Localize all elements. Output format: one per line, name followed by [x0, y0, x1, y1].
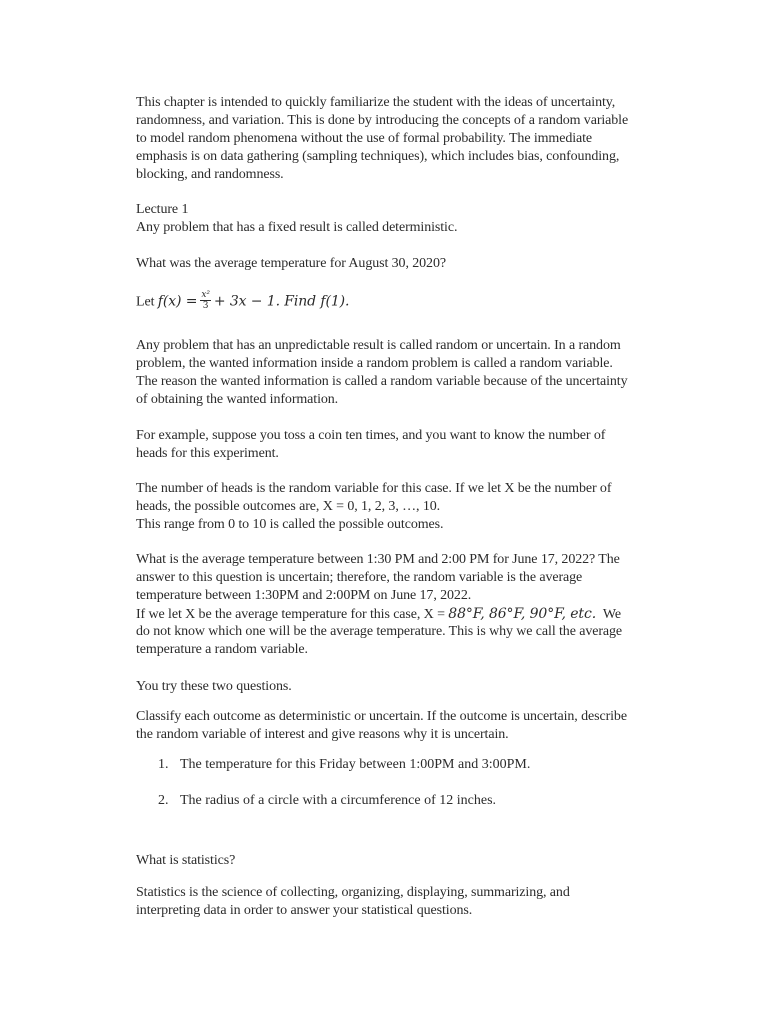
heads-line: heads, the possible outcomes are, X = 0, 1, 2, 3, …, 10. — [136, 499, 441, 514]
random-line: Any problem that has an unpredictable result is called random or uncertain. In a random — [136, 338, 621, 353]
temperature-line: temperature between 1:30PM and 2:00PM on June 17, 2022. — [136, 588, 472, 603]
intro-line: blocking, and randomness. — [136, 167, 284, 182]
temperature-line: What is the average temperature between 1:30 PM and 2:00 PM for June 17, 2022? The — [136, 552, 620, 567]
random-line: problem, the wanted information inside a random problem is called a random variable. — [136, 356, 613, 371]
temperature-line: temperature a random variable. — [136, 642, 308, 657]
temperature-line: do not know which one will be the average temperature. This is why we call the average — [136, 624, 623, 639]
temperature-line: answer to this question is uncertain; therefore, the random variable is the average — [136, 570, 583, 585]
x-line-suffix: We — [602, 607, 621, 622]
x-values: 88°F, 86°F, 90°F, etc. — [448, 606, 597, 622]
classify-line: Classify each outcome as deterministic or uncertain. If the outcome is uncertain, describe — [136, 709, 627, 724]
function-rest: + 3x − 1. Find f(1). — [213, 293, 350, 310]
random-line: The reason the wanted information is called a random variable because of the uncertainty — [136, 374, 628, 389]
fraction-numerator: x² — [201, 290, 210, 300]
intro-line: emphasis is on data gathering (sampling techniques), which includes bias, confounding, — [136, 149, 620, 164]
list-item-number: 2. — [158, 793, 169, 808]
list-item-text: The radius of a circle with a circumference of 12 inches. — [180, 793, 497, 808]
x-line-prefix: If we let X be the average temperature for this case, X = — [136, 607, 449, 622]
list-item-number: 1. — [158, 757, 169, 772]
heads-line: The number of heads is the random variable for this case. If we let X be the number of — [136, 481, 612, 496]
try-questions-text: You try these two questions. — [136, 679, 292, 694]
function-lhs: f(x) = — [157, 293, 198, 310]
heads-line: This range from 0 to 10 is called the possible outcomes. — [136, 517, 444, 532]
intro-line: randomness, and variation. This is done by introducing the concepts of a random variable — [136, 113, 629, 128]
list-item-text: The temperature for this Friday between 1:00PM and 3:00PM. — [180, 757, 531, 772]
intro-line: This chapter is intended to quickly familiarize the student with the ideas of uncertainty, — [136, 95, 616, 110]
function-fraction — [200, 290, 210, 311]
statistics-line: interpreting data in order to answer your statistical questions. — [136, 903, 473, 918]
deterministic-definition: Any problem that has a fixed result is called deterministic. — [136, 220, 458, 235]
statistics-heading: What is statistics? — [136, 853, 236, 868]
temperature-x-line — [136, 605, 621, 624]
intro-line: to model random phenomena without the use of formal probability. The immediate — [136, 131, 593, 146]
coin-line: For example, suppose you toss a coin ten times, and you want to know the number of — [136, 428, 606, 443]
function-example — [136, 292, 349, 313]
temperature-question: What was the average temperature for August 30, 2020? — [136, 256, 446, 271]
statistics-line: Statistics is the science of collecting, organizing, displaying, summarizing, and — [136, 885, 570, 900]
random-line: of obtaining the wanted information. — [136, 392, 339, 407]
function-prefix: Let — [136, 294, 158, 310]
fraction-denominator: 3 — [202, 301, 209, 311]
coin-line: heads for this experiment. — [136, 446, 279, 461]
classify-line: the random variable of interest and give reasons why it is uncertain. — [136, 727, 509, 742]
lecture-title: Lecture 1 — [136, 202, 189, 217]
